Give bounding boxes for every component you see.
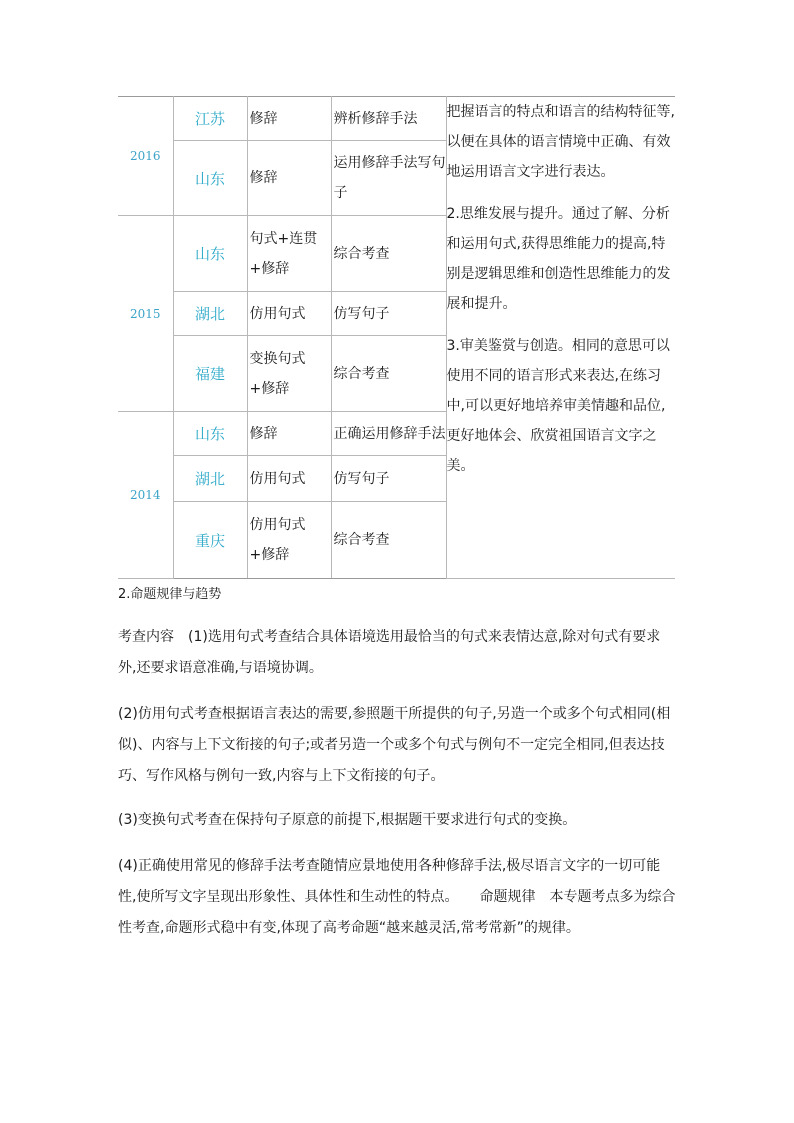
content-cell: 仿用句式 bbox=[247, 456, 331, 502]
objectives-cell bbox=[446, 97, 675, 579]
objective-paragraph: 2.思维发展与提升。通过了解、分析和运用句式,获得思维能力的提高,特别是逻辑思维和创造性思维能力的发展和提升。 bbox=[446, 206, 671, 312]
objective-paragraph: 3.审美鉴赏与创造。相同的意思可以使用不同的语言形式来表达,在练习中,可以更好地培养审美情趣和品位,更好地体会、欣赏祖国语言文字之美。 bbox=[446, 338, 670, 474]
province-cell: 山东 bbox=[173, 216, 247, 292]
section-title: 2.命题规律与趋势 bbox=[118, 587, 222, 602]
form-cell: 综合考查 bbox=[331, 216, 446, 292]
province-cell: 江苏 bbox=[173, 97, 247, 141]
form-cell: 辨析修辞手法 bbox=[331, 97, 446, 141]
year-cell: 2016 bbox=[118, 97, 173, 216]
form-cell: 综合考查 bbox=[331, 336, 446, 412]
paragraph-rhetoric: (4)正确使用常见的修辞手法考查随情应景地使用各种修辞手法,极尽语言文字的一切可能性,使所写文字呈现出形象性、具体性和生动性的特点。 命题规律 本专题考点多为综合性考查,命题形式稳中有变,体现了高考命题“越来越灵活,常考常新”的规律。 bbox=[118, 858, 676, 936]
province-cell: 山东 bbox=[173, 412, 247, 456]
table-row bbox=[118, 97, 675, 141]
objective-paragraph: 把握语言的特点和语言的结构特征等,以便在具体的语言情境中正确、有效地运用语言文字进行表达。 bbox=[446, 104, 675, 180]
province-cell: 山东 bbox=[173, 141, 247, 216]
province-cell: 福建 bbox=[173, 336, 247, 412]
content-cell: 修辞 bbox=[247, 412, 331, 456]
content-cell: 修辞 bbox=[247, 141, 331, 216]
form-cell: 运用修辞手法写句子 bbox=[331, 141, 446, 216]
year-cell: 2014 bbox=[118, 412, 173, 579]
province-cell: 湖北 bbox=[173, 456, 247, 502]
province-cell: 重庆 bbox=[173, 502, 247, 579]
form-cell: 仿写句子 bbox=[331, 292, 446, 336]
content-cell: 仿用句式+修辞 bbox=[247, 502, 331, 579]
content-cell: 修辞 bbox=[247, 97, 331, 141]
province-cell: 湖北 bbox=[173, 292, 247, 336]
form-cell: 正确运用修辞手法 bbox=[331, 412, 446, 456]
exam-table bbox=[118, 96, 675, 579]
form-cell: 仿写句子 bbox=[331, 456, 446, 502]
paragraph-imitation: (2)仿用句式考查根据语言表达的需要,参照题干所提供的句子,另造一个或多个句式相同(相似)、内容与上下文衔接的句子;或者另造一个或多个句式与例句不一定完全相同,但表达技巧、写作风格与例句一致,内容与上下文衔接的句子。 bbox=[118, 706, 671, 784]
content-cell: 仿用句式 bbox=[247, 292, 331, 336]
content-cell: 变换句式+修辞 bbox=[247, 336, 331, 412]
year-cell: 2015 bbox=[118, 216, 173, 412]
content-cell: 句式+连贯+修辞 bbox=[247, 216, 331, 292]
paragraph-content: 考查内容 (1)选用句式考查结合具体语境选用最恰当的句式来表情达意,除对句式有要求外,还要求语意准确,与语境协调。 bbox=[118, 629, 661, 676]
paragraph-transform: (3)变换句式考查在保持句子原意的前提下,根据题干要求进行句式的变换。 bbox=[118, 812, 577, 828]
form-cell: 综合考查 bbox=[331, 502, 446, 579]
